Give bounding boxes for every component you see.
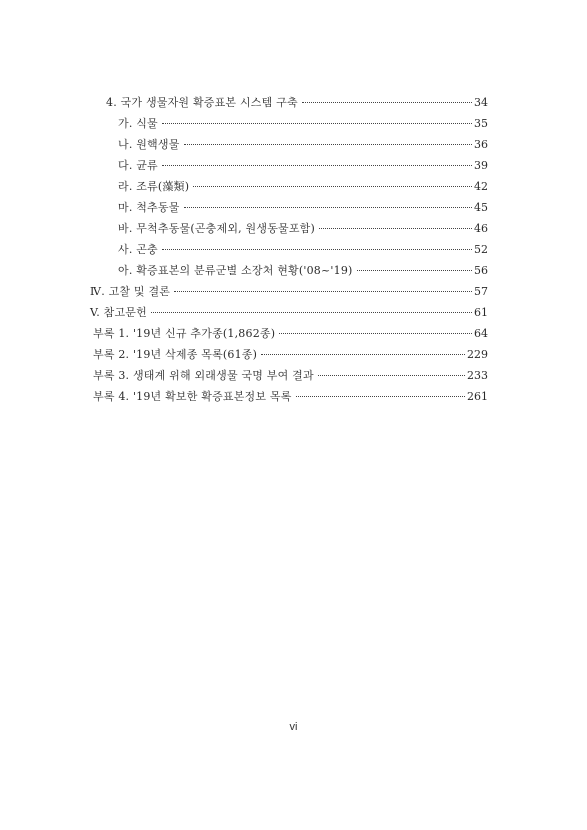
toc-entry [90,283,488,302]
dot-leader [184,207,472,208]
toc-entry-page: 64 [474,327,488,340]
page-number: vi [289,721,298,733]
toc-entry-label: V. 참고문헌 [90,306,147,319]
toc-entry-page: 46 [474,222,488,235]
toc-entry-label: 바. 무척추동물(곤충제외, 원생동물포함) [118,222,315,235]
dot-leader [319,228,472,229]
toc-entry-page: 57 [474,285,488,298]
dot-leader [162,165,472,166]
dot-leader [162,123,472,124]
toc-entry-page: 56 [474,264,488,277]
dot-leader [302,102,472,103]
dot-leader [357,270,472,271]
toc-entry [93,367,488,386]
toc-entry-page: 39 [474,159,488,172]
toc-entry [90,304,488,323]
dot-leader [296,396,465,397]
toc-entry [93,346,488,365]
toc-entry [93,388,488,407]
toc-entry-page: 52 [474,243,488,256]
dot-leader [261,354,465,355]
toc-entry [118,220,488,239]
toc-entry-page: 233 [467,369,488,382]
toc-entry-label: 4. 국가 생물자원 확증표본 시스템 구축 [106,96,298,109]
toc-entry [118,136,488,155]
dot-leader [151,312,472,313]
dot-leader [174,291,472,292]
dot-leader [184,144,472,145]
toc-entry [93,325,488,344]
dot-leader [162,249,472,250]
toc-entry-label: 부록 2. '19년 삭제종 목록(61종) [93,348,258,361]
toc-entry-label: 부록 1. '19년 신규 추가종(1,862종) [93,327,276,340]
toc-entry-page: 261 [467,390,488,403]
toc-entry [118,199,488,218]
toc-entry-label: 사. 곤충 [118,243,158,256]
toc-entry-page: 229 [467,348,488,361]
toc-entry [118,157,488,176]
toc-entry [118,241,488,260]
toc-entry-label: 나. 원핵생물 [118,138,180,151]
toc-entry [118,115,488,134]
toc-entry [118,262,488,281]
toc-entry-label: 다. 균류 [118,159,158,172]
dot-leader [193,186,472,187]
toc-entry-label: 부록 4. '19년 확보한 확증표본정보 목록 [93,390,292,403]
toc-entry-label: 부록 3. 생태계 위해 외래생물 국명 부여 결과 [93,369,314,382]
toc-entry-page: 34 [474,96,488,109]
toc-entry [118,178,488,197]
toc-entry-page: 36 [474,138,488,151]
toc-entry-page: 61 [474,306,488,319]
toc-entry-label: 가. 식물 [118,117,158,130]
toc-entry [106,94,488,113]
toc-entry-page: 45 [474,201,488,214]
dot-leader [279,333,472,334]
toc-entry-label: 아. 확증표본의 분류군별 소장처 현황('08~'19) [118,264,353,277]
toc-entry-page: 42 [474,180,488,193]
toc-entry-label: Ⅳ. 고찰 및 결론 [90,285,171,298]
toc-entry-label: 마. 척추동물 [118,201,180,214]
toc-entry-label: 라. 조류(藻類) [118,180,190,193]
dot-leader [318,375,465,376]
toc-entry-page: 35 [474,117,488,130]
